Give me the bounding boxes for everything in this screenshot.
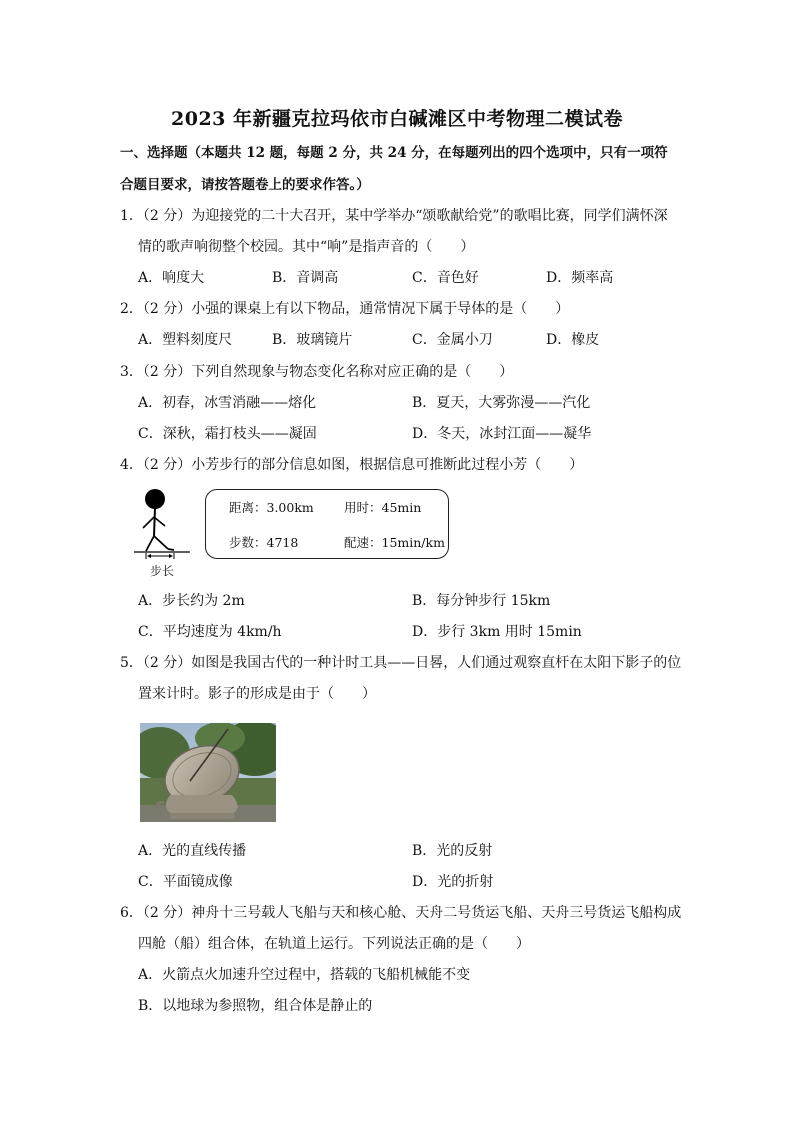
time-text: 用时：45min [344, 500, 422, 515]
question-1-option-a: A．响度大 [138, 270, 205, 286]
question-1-line-1: 1．（2 分）为迎接党的二十大召开，某中学举办“颂歌献给党”的歌唱比赛，同学们满怀深 [120, 208, 668, 224]
question-1-option-b: B．音调高 [272, 270, 339, 286]
question-1-option-c: C．音色好 [412, 270, 479, 286]
question-6-option-b: B．以地球为参照物，组合体是静止的 [138, 998, 373, 1014]
question-1-line-2: 情的歌声响彻整个校园。其中“响”是指声音的（ ） [138, 239, 475, 255]
section-heading-line-2: 合题目要求，请按答题卷上的要求作答。） [120, 177, 370, 193]
question-6-option-a: A．火箭点火加速升空过程中，搭载的飞船机械能不变 [138, 967, 471, 983]
question-2-option-a: A．塑料刻度尺 [138, 332, 233, 348]
question-4-option-b: B．每分钟步行 15km [412, 593, 551, 609]
question-6-line-1: 6．（2 分）神舟十三号载人飞船与天和核心舱、天舟二号货运飞船、天舟三号货运飞船构成 [120, 905, 682, 921]
question-4-option-a: A．步长约为 2m [138, 593, 245, 609]
question-6-line-2: 四舱（船）组合体，在轨道上运行。下列说法正确的是（ ） [138, 936, 530, 952]
page-title: 2023 年新疆克拉玛依市白碱滩区中考物理二模试卷 [171, 108, 623, 130]
steps-text: 步数：4718 [229, 535, 299, 550]
question-1-option-d: D．频率高 [546, 270, 614, 286]
question-5-option-d: D．光的折射 [412, 874, 494, 890]
question-5-line-1: 5．（2 分）如图是我国古代的一种计时工具——日晷，人们通过观察直杆在太阳下影子的位 [120, 655, 682, 671]
section-heading-line-1: 一、选择题（本题共 12 题，每题 2 分，共 24 分，在每题列出的四个选项中，只有一项符 [120, 145, 668, 161]
question-4-line-1: 4．（2 分）小芳步行的部分信息如图，根据信息可推断此过程小芳（ ） [120, 457, 584, 473]
question-5-option-b: B．光的反射 [412, 843, 493, 859]
question-5-option-c: C．平面镜成像 [138, 874, 233, 890]
question-3-option-d: D．冬天，冰封江面——凝华 [412, 426, 592, 442]
question-2-line-1: 2．（2 分）小强的课桌上有以下物品，通常情况下属于导体的是（ ） [120, 301, 570, 317]
question-3-option-a: A．初春，冰雪消融——熔化 [138, 395, 317, 411]
stride-label: 步长 [150, 564, 175, 578]
question-2-option-d: D．橡皮 [546, 332, 600, 348]
question-3-line-1: 3．（2 分）下列自然现象与物态变化名称对应正确的是（ ） [120, 364, 514, 380]
distance-text: 距离：3.00km [229, 500, 314, 515]
question-4-option-c: C．平均速度为 4km/h [138, 624, 282, 640]
sundial-photo [140, 723, 276, 822]
question-3-option-c: C．深秋，霜打枝头——凝固 [138, 426, 317, 442]
question-4-option-d: D．步行 3km 用时 15min [412, 624, 582, 640]
pace-text: 配速：15min/km [344, 535, 445, 550]
question-5-line-2: 置来计时。影子的形成是由于（ ） [138, 686, 376, 702]
question-3-option-b: B．夏天，大雾弥漫——汽化 [412, 395, 591, 411]
question-2-option-b: B．玻璃镜片 [272, 332, 353, 348]
walking-info-box [205, 489, 449, 559]
question-5-option-a: A．光的直线传播 [138, 843, 247, 859]
question-2-option-c: C．金属小刀 [412, 332, 493, 348]
